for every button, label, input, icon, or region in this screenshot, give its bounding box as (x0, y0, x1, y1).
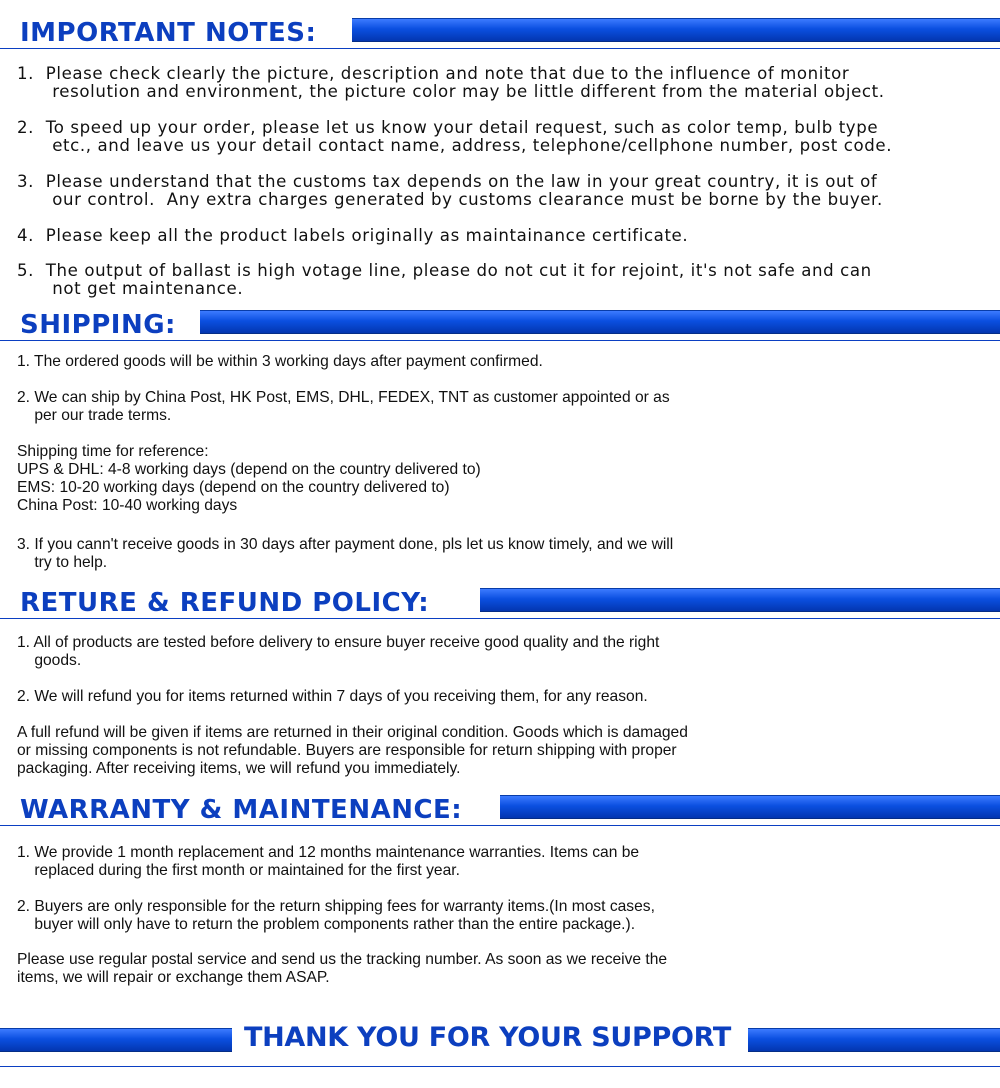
header-rule (0, 618, 1000, 619)
section-header (0, 13, 1000, 49)
shipping-item: 2. We can ship by China Post, HK Post, EMS, DHL, FEDEX, TNT as customer appointed or as per our trade terms. (17, 389, 670, 424)
section-title: SHIPPING: (20, 310, 176, 340)
warranty-paragraph: Please use regular postal service and send us the tracking number. As soon as we receive the items, we will repair or exchange them ASAP. (17, 951, 668, 986)
section-header (0, 790, 1000, 826)
note-item: 4. Please keep all the product labels originally as maintainance certificate. (17, 226, 689, 245)
shipping-item: 1. The ordered goods will be within 3 working days after payment confirmed. (17, 353, 543, 370)
header-rule (0, 340, 1000, 341)
warranty-item: 1. We provide 1 month replacement and 12 months maintenance warranties. Items can be replaced during the first month or maintained for the first year. (17, 844, 640, 879)
note-item: 3. Please understand that the customs tax depends on the law in your great country, it is out of our control. Any extra charges generated by customs clearance must be borne by the buyer. (17, 172, 883, 209)
footer-bar-right (748, 1028, 1000, 1052)
header-rule (0, 48, 1000, 49)
note-item: 1. Please check clearly the picture, description and note that due to the influence of monitor resolution and environment, the picture color may be little different from the material object. (17, 64, 885, 101)
note-item: 2. To speed up your order, please let us know your detail request, such as color temp, bulb type etc., and leave us your detail contact name, address, telephone/cellphone number, post code. (17, 118, 893, 155)
header-rule (0, 825, 1000, 826)
refund-paragraph: A full refund will be given if items are returned in their original condition. Goods which is damaged or missing components is not refundable. Buyers are responsible for return shipping with proper packaging. After receiving items, we will refund you immediately. (17, 724, 688, 777)
warranty-item: 2. Buyers are only responsible for the return shipping fees for warranty items.(In most cases, buyer will only have to return the problem components rather than the entire package.). (17, 898, 655, 933)
footer-title: THANK YOU FOR YOUR SUPPORT (244, 1022, 732, 1053)
section-title: IMPORTANT NOTES: (20, 18, 317, 48)
header-bar (352, 18, 1000, 42)
header-bar (500, 795, 1000, 819)
section-title: WARRANTY & MAINTENANCE: (20, 795, 463, 825)
section-header (0, 583, 1000, 619)
section-header (0, 305, 1000, 341)
footer-bar-left (0, 1028, 232, 1052)
footer-rule (0, 1066, 1000, 1067)
shipping-times: Shipping time for reference: UPS & DHL: 4-8 working days (depend on the country delivered to) EMS: 10-20 working days (depend on the country delivered to) China Post: 10-40 working days (17, 443, 481, 514)
refund-item: 1. All of products are tested before delivery to ensure buyer receive good quality and the right goods. (17, 634, 660, 669)
header-bar (200, 310, 1000, 334)
note-item: 5. The output of ballast is high votage line, please do not cut it for rejoint, it's not safe and can not get maintenance. (17, 261, 872, 298)
header-bar (480, 588, 1000, 612)
section-title: RETURE & REFUND POLICY: (20, 588, 430, 618)
shipping-item: 3. If you cann't receive goods in 30 days after payment done, pls let us know timely, and we will try to help. (17, 536, 674, 571)
refund-item: 2. We will refund you for items returned within 7 days of you receiving them, for any reason. (17, 688, 648, 705)
